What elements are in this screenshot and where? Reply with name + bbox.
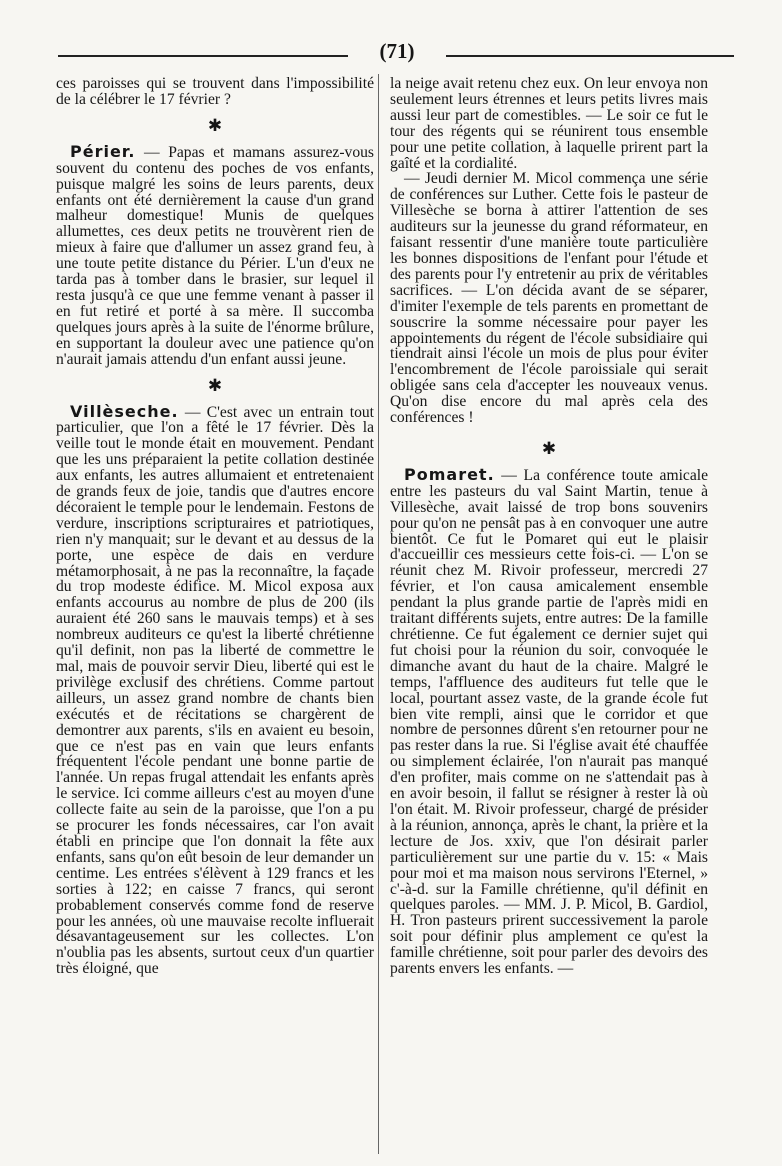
- left-column: [56, 76, 374, 977]
- paragraph-continuation: ces paroisses qui se trouvent dans l'impossibilité de la célébrer le 17 février ?: [56, 75, 374, 108]
- section-separator-star: ✱: [207, 115, 223, 135]
- header-rule-right: [446, 55, 734, 57]
- section-separator-star: ✱: [207, 375, 223, 395]
- heading-perier: Périer.: [70, 141, 136, 161]
- article-villeseche: [56, 401, 374, 978]
- right-column: [390, 76, 708, 977]
- paragraph-continuation: la neige avait retenu chez eux. On leur envoya non seulement leurs étrennes et leurs petits livres mais aussi leur part de comestibles. — Le soir ce fut le tour des régents qui se réunirent tous ensemble pour une petite collation, à laquelle prirent part la gaîté et la cordialité.: [390, 75, 708, 172]
- section-separator-star: ✱: [541, 438, 557, 458]
- article-villeseche-text: — C'est avec un entrain tout particulier, que l'on a fêté le 17 février. Dès la veille tout le monde était en mouvement. Pendant que les uns préparaient la petite collation destinée aux enfants, les autres allumaient et entretenaient de grands feux de joie, tandis que d'autres encore décoraient le temple pour le lendemain. Festons de verdure, inscriptions scripturaires et patriotiques, rien n'y manquait; sur le devant et au dessus de la porte, une espèce de dais en verdure métamorphosait, à ne pas la reconnaître, la façade du trop modeste édifice. M. Micol exposa aux enfants accourus au nombre de plus de 200 (ils auraient été 260 sans le mauvais temps) et à ses nombreux auditeurs ce qu'est la liberté chrétienne qu'il definit, non pas la liberté de commettre le mal, mais de pouvoir servir Dieu, liberté qui est le privilège exclusif des chrétiens. Comme partout ailleurs, un assez grand nombre de chants bien exécutés et de récitations se chargèrent de demontrer aux parents, s'ils en avaient eu besoin, que ce n'est pas en vain que leurs enfants fréquentent l'école pendant une bonne partie de l'année. Un repas frugal attendait les enfants après le service. Ici comme ailleurs c'est au moyen d'une collecte faite au sein de la paroisse, que l'on a pu se procurer les fonds nécessaires, car l'on avait établi en principe que l'on donnait la fête aux enfants, sans qu'on eût besoin de leur demander un centime. Les entrées s'élèvent à 129 francs et les sorties à 122; en caisse 7 francs, qui seront probablement conservés comme fond de reserve pour les années, où une mauvaise recolte influerait désavantageusement sur les collectes. L'on n'oublia pas les absents, surtout ceux d'un quartier très éloigné, que: [56, 403, 374, 978]
- paragraph-luther-conferences: — Jeudi dernier M. Micol commença une série de conférences sur Luther. Cette fois le pasteur de Villesèche se borna à attirer l'attention de ses auditeurs sur la jeunesse du grand réformateur, en faisant ressentir d'une manière toute particulière les bonnes dispositions de l'enfant pour l'étude et des parents pour l'y entretenir au prix de véritables sacrifices. — L'on décida avant de se séparer, d'imiter l'exemple de tels parents en promettant de souscrire la somme nécessaire pour payer les appointements du régent de l'école subsidiaire qui tiendrait ainsi l'école un mois de plus pour éviter l'encombrement de l'école paroissiale qui serait obligée sans cela d'accepter les nouveaux venus. Qu'on dise encore du mal après cela des conférences !: [390, 170, 708, 427]
- page-header: [58, 38, 734, 68]
- heading-pomaret: Pomaret.: [404, 464, 495, 484]
- article-pomaret: [390, 464, 708, 978]
- header-rule-left: [58, 55, 348, 57]
- article-perier: [56, 141, 374, 368]
- page-number: (71): [379, 39, 415, 63]
- article-perier-text: — Papas et mamans assurez-vous souvent du contenu des poches de vos enfants, puisque malgré les soins de leurs parents, deux enfants ont été dernièrement la cause d'un grand malheur domestique! Munis de quelques allumettes, ces deux petits ne trouvèrent rien de mieux à faire que d'allumer un assez grand feu, à une toute petite distance du Périer. L'un d'eux ne tarda pas à tomber dans le brasier, sur lequel il resta jusqu'à ce que une femme venant à passer il en fut retiré et porté à sa mère. Il succomba quelques jours après à la suite de l'énorme brûlure, en supportant la douleur avec une patience qu'on n'aurait jamais attendu d'un enfant aussi jeune.: [56, 143, 374, 368]
- article-pomaret-text: — La conférence toute amicale entre les pasteurs du val Saint Martin, tenue à Villesèche, avait laissé de trop bons souvenirs pour qu'on ne pensât pas à en convoquer une autre bientôt. Ce fut le Pomaret qui eut le plaisir d'accueillir ces messieurs cette fois-ci. — L'on se réunit chez M. Rivoir professeur, mercredi 27 février, et l'on causa amicalement ensemble pendant la plus grande partie de l'après midi en traitant différents sujets, entre autres: De la famille chrétienne. Ce fut également ce dernier sujet qui fut choisi pour la réunion du soir, convoquée le dimanche avant du haut de la chaire. Malgré le temps, l'affluence des auditeurs fut telle que le local, pourtant assez vaste, de la grande école fut bien vite rempli, ainsi que le corridor et que nombre de personnes dûrent s'en retourner pour ne pas rester dans la rue. Si l'église avait été chauffée ou simplement éclairée, l'on n'aurait pas manqué d'en profiter, mais comme on ne s'attendait pas à en avoir besoin, il fallut se résigner à rester là où l'on était. M. Rivoir professeur, chargé de présider à la réunion, annonça, après le chant, la prière et la lecture de Jos. xxiv, que l'on désirait parler particulièrement sur une partie du v. 15: « Mais pour moi et ma maison nous servirons l'Eternel, » c'-à-d. sur la Famille chrétienne, qu'il définit en quelques paroles. — MM. J. P. Micol, B. Gardiol, H. Tron pasteurs prirent successivement la parole soit pour définir plus amplement ce qu'est la famille chrétienne, soit pour parler des devoirs des parents envers les enfants. —: [390, 466, 708, 978]
- column-divider: [378, 74, 379, 1154]
- heading-villeseche: Villèseche.: [70, 401, 179, 421]
